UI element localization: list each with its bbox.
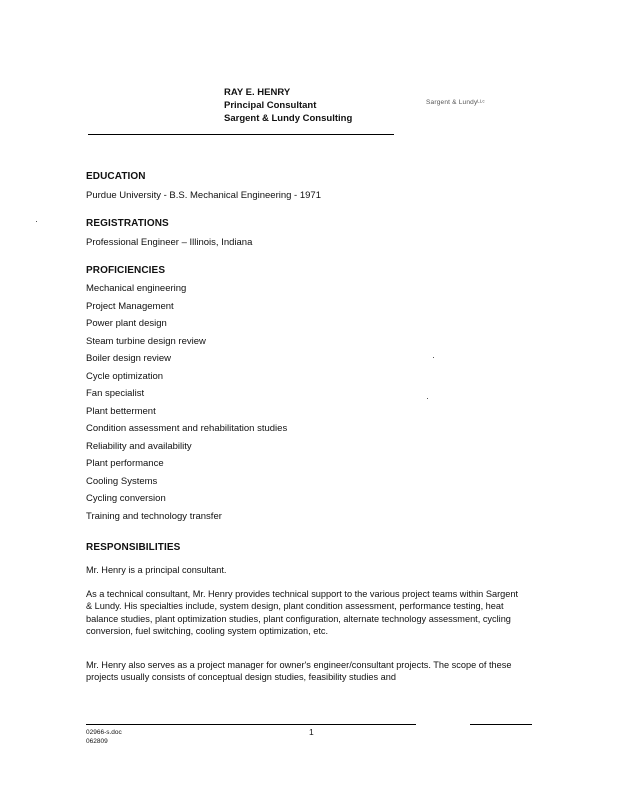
proficiency-item: Fan specialist [86, 388, 145, 399]
proficiency-item: Mechanical engineering [86, 283, 187, 294]
proficiency-item: Plant betterment [86, 405, 156, 417]
resume-name: RAY E. HENRY [224, 87, 291, 98]
registrations-heading: REGISTRATIONS [86, 218, 169, 229]
proficiency-item: Cooling Systems [86, 475, 158, 487]
proficiency-item: Steam turbine design review [86, 335, 206, 347]
proficiencies-heading: PROFICIENCIES [86, 265, 166, 276]
responsibilities-paragraph: As a technical consultant, Mr. Henry provides technical support to the various project teams within Sargent & Lundy. His specialties include, system design, plant condition assessment, performance testing, heat balance studies, plant optimization studies, plant configuration, alternate technology assessment, cycling conversion, fuel switching, cooling system optimization, etc. [86, 589, 519, 637]
education-text: Purdue University - B.S. Mechanical Engineering - 1971 [86, 190, 321, 201]
registrations-text: Professional Engineer – Illinois, Indiana [86, 237, 253, 248]
education-heading: EDUCATION [86, 171, 146, 182]
proficiency-item: Project Management [86, 300, 174, 312]
page-number: 1 [309, 727, 314, 737]
footer-doc-id: 02966-s.doc [86, 729, 122, 736]
proficiency-item: Boiler design review [86, 353, 172, 364]
footer-date-code: 062809 [86, 738, 108, 745]
scan-speck [433, 357, 434, 358]
proficiency-item: Reliability and availability [86, 440, 192, 452]
scan-speck [427, 398, 428, 399]
proficiency-item: Condition assessment and rehabilitation studies [86, 423, 288, 434]
footer-divider-right [470, 724, 532, 725]
header-divider [88, 134, 394, 135]
proficiency-item: Cycling conversion [86, 493, 166, 504]
responsibilities-heading: RESPONSIBILITIES [86, 542, 181, 553]
responsibilities-paragraph: Mr. Henry is a principal consultant. [86, 565, 227, 575]
company-logo: Sargent & Lundyᴸᴸᶜ [426, 99, 485, 106]
resume-company: Sargent & Lundy Consulting [224, 113, 353, 124]
proficiency-item: Plant performance [86, 458, 164, 469]
proficiency-item: Training and technology transfer [86, 510, 222, 522]
footer-divider [86, 724, 416, 725]
proficiency-item: Power plant design [86, 318, 167, 329]
scan-speck [36, 221, 37, 222]
resume-title: Principal Consultant [224, 100, 317, 111]
proficiency-item: Cycle optimization [86, 370, 164, 382]
responsibilities-paragraph: Mr. Henry also serves as a project manager for owner's engineer/consultant projects. The scope of these projects usually consists of conceptual design studies, feasibility studies and [86, 660, 512, 683]
